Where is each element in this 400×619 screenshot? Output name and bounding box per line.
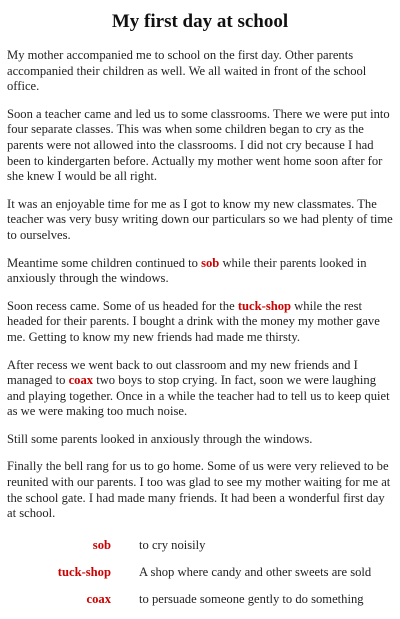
glossary-definition: to cry noisily: [139, 537, 206, 552]
paragraph-4-text-before: Meantime some children continued to: [7, 255, 202, 270]
glossary-definition: to persuade someone gently to do something: [139, 591, 364, 606]
paragraph-8: Finally the bell rang for us to go home. Some of us were very relieved to be reunited with our parents. I too was glad to see my mother waiting for me at the school gate. I had made many friends. It had been a wonderful first day at school.: [7, 459, 391, 521]
paragraph-4: [7, 256, 393, 287]
glossary-row: [7, 592, 393, 619]
keyword-coax: coax: [68, 373, 94, 388]
glossary-definition: A shop where candy and other sweets are sold: [139, 564, 372, 579]
paragraph-3: It was an enjoyable time for me as I got to know my new classmates. The teacher was very busy writing down our particulars so we had plenty of time to ourselves.: [7, 196, 393, 242]
glossary-term: coax: [86, 591, 111, 606]
paragraph-6-text-before: After recess we went back to out classroom and my new friends and I managed to: [7, 357, 358, 388]
page-title: My first day at school: [111, 11, 289, 32]
paragraph-7: Still some parents looked in anxiously through the windows.: [7, 431, 313, 446]
glossary-term: sob: [92, 537, 111, 552]
glossary-term: tuck-shop: [57, 564, 111, 579]
paragraph-4-text-after: while their parents looked in anxiously through the windows.: [7, 255, 367, 286]
glossary-table: [7, 538, 393, 619]
paragraph-1: My mother accompanied me to school on the first day. Other parents accompanied their children as well. We all waited in front of the school office.: [7, 48, 367, 94]
paragraph-2: Soon a teacher came and led us to some classrooms. There we were put into four separate classes. This was when some children began to cry as the parents were not allowed into the classrooms. I did not cry because I had been to kindergarten before. Actually my mother went home soon after for she knew I would be all right.: [7, 106, 390, 184]
paragraph-5-text-before: Soon recess came. Some of us headed for the: [7, 298, 238, 313]
paragraph-5-text-after: while the rest headed for their parents. I bought a drink with the money my mother gave me. Getting to know my new friends had made me thirsty.: [7, 298, 380, 344]
keyword-tuck-shop: tuck-shop: [237, 298, 292, 313]
paragraph-6-text-after: two boys to stop crying. In fact, soon we were laughing and playing together. Once in a while the teacher had to tell us to keep quiet as we were making too much noise.: [7, 373, 390, 419]
paragraph-6: [7, 358, 393, 420]
paragraph-5: [7, 299, 393, 346]
glossary-row: [7, 538, 393, 565]
keyword-sob: sob: [201, 255, 220, 270]
